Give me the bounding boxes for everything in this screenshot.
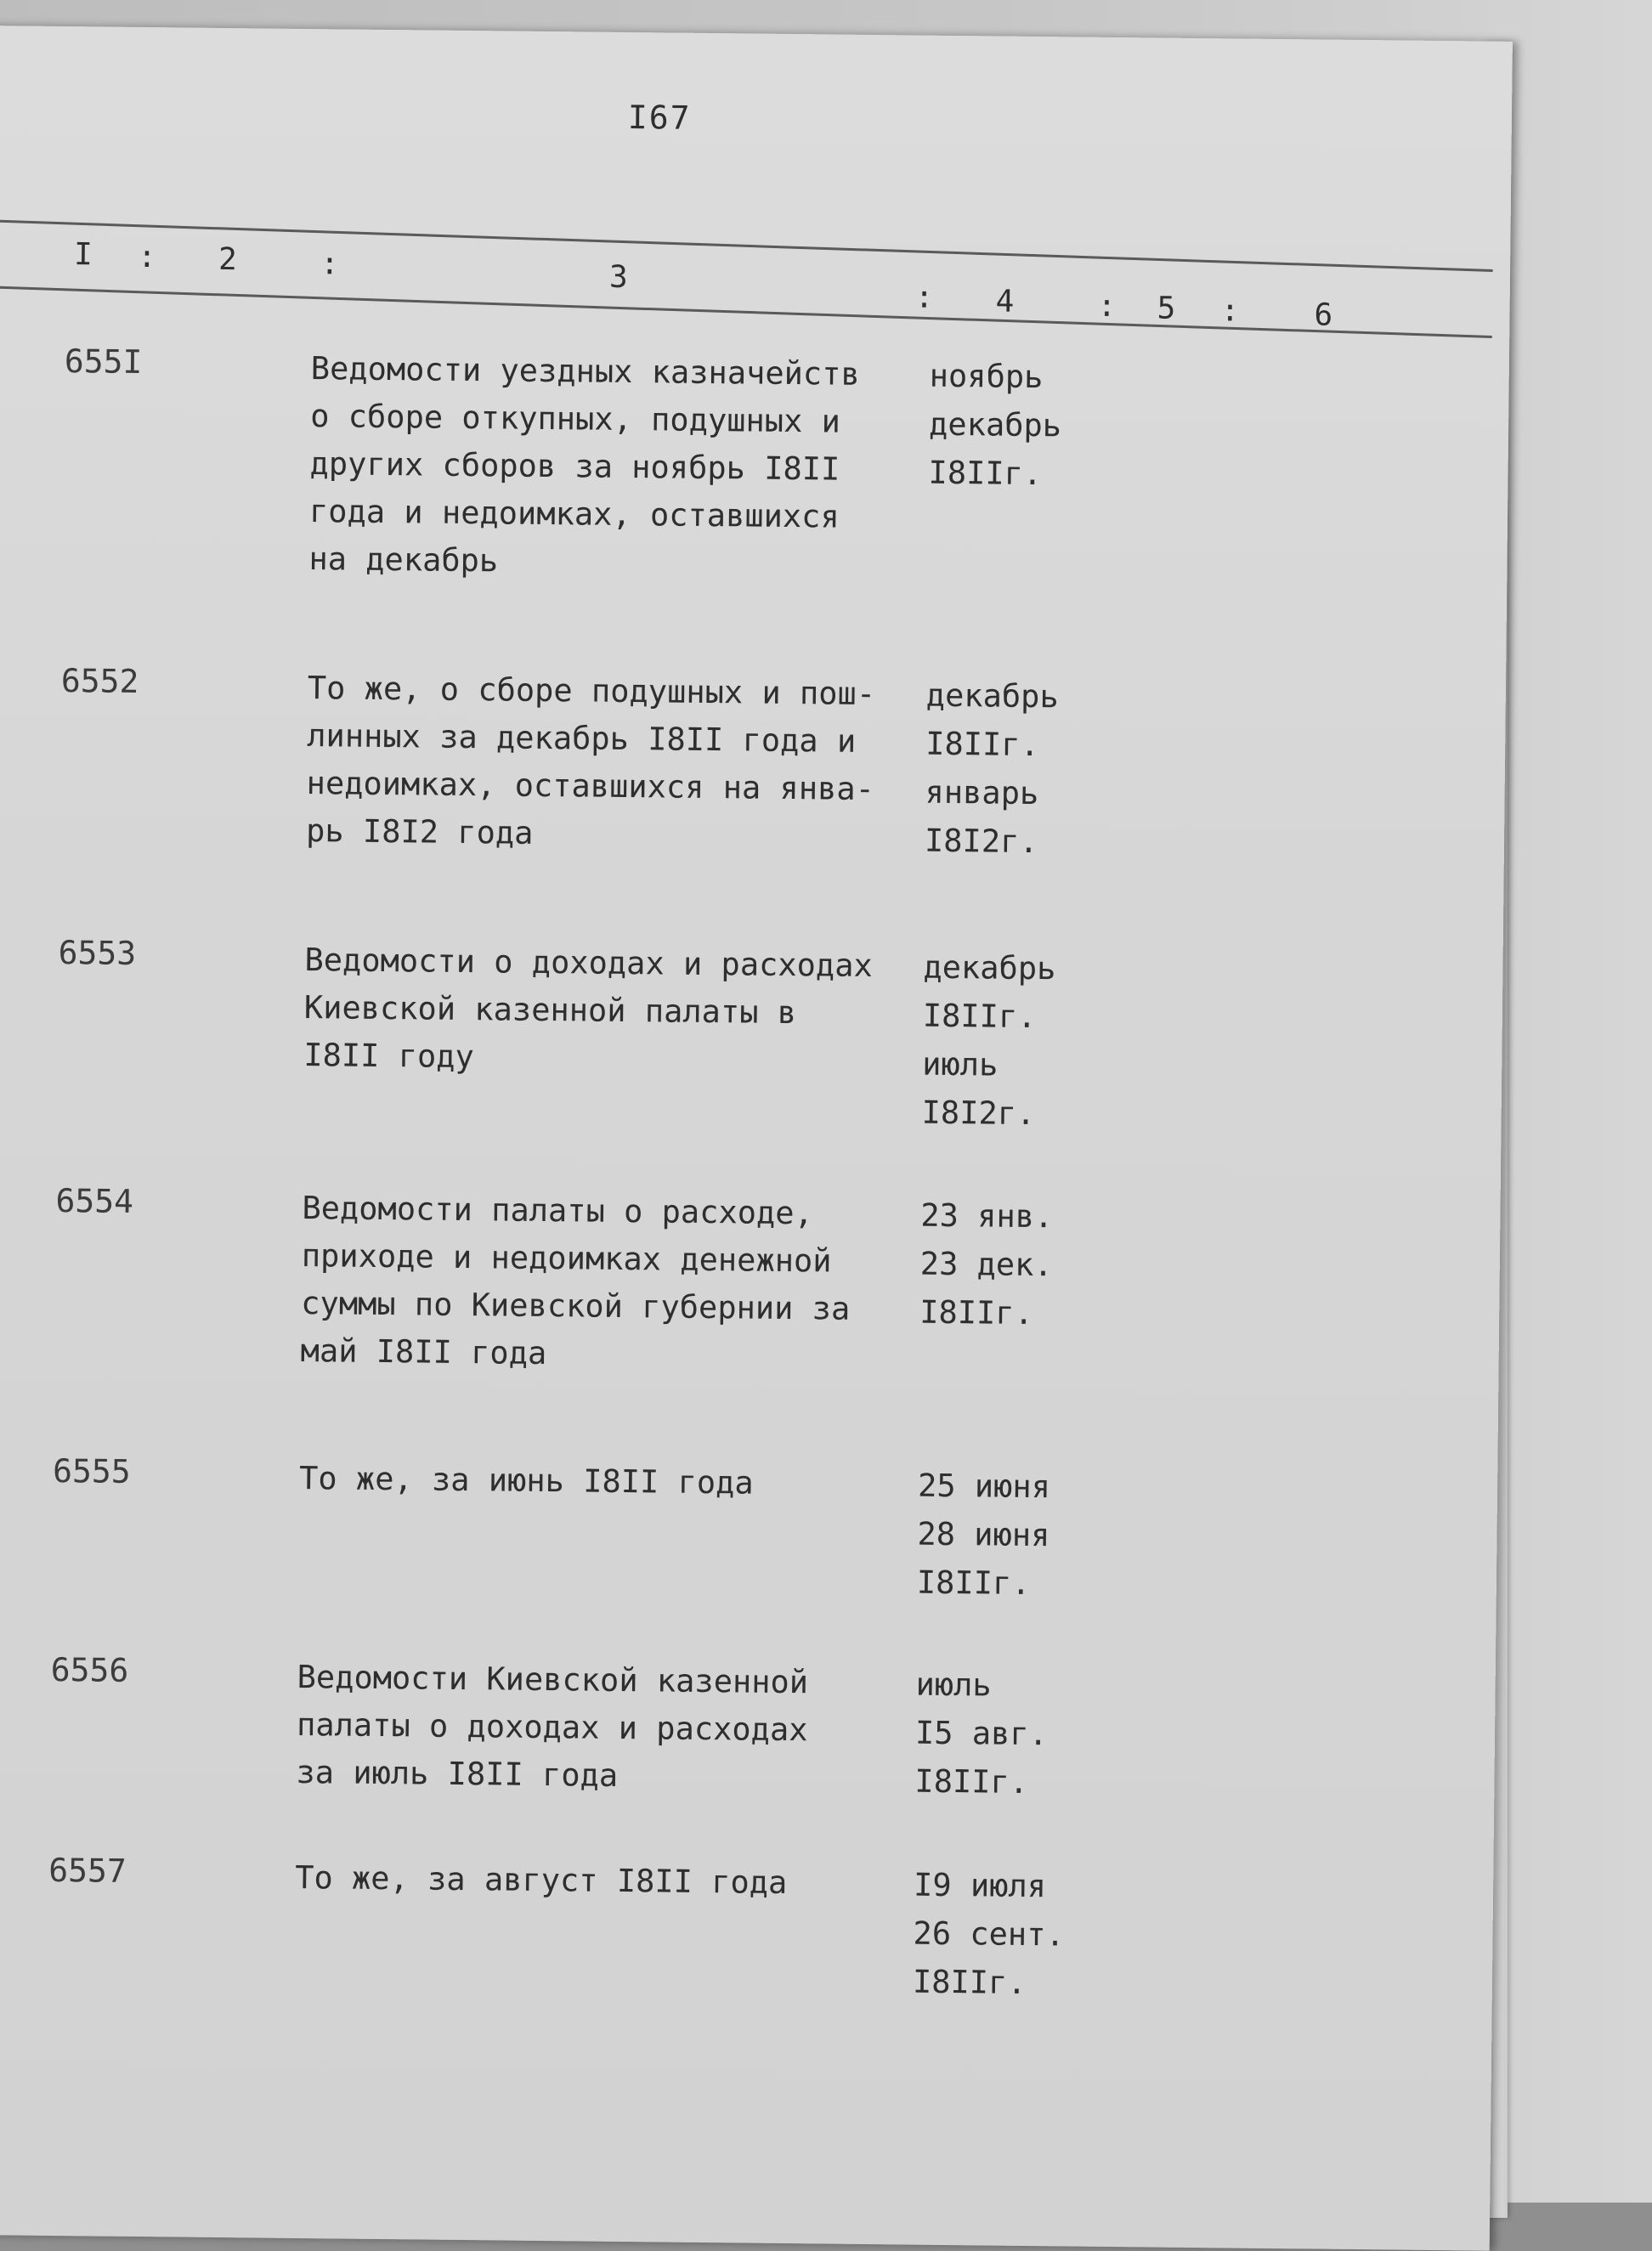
archive-inventory-page (0, 25, 1513, 2251)
header-rule-bottom (0, 286, 1492, 338)
entry-number: 6556 (50, 1650, 129, 1689)
column-separator: : (137, 239, 157, 275)
column-header-2: 2 (218, 241, 238, 278)
entry-dates: ноябрь декабрь I8IIг. (928, 357, 1062, 493)
column-header-5: 5 (1157, 291, 1176, 326)
inventory-entry (0, 661, 1421, 861)
entry-description: То же, за август I8II года (294, 1858, 788, 1902)
inventory-entry (0, 342, 1424, 580)
entry-description: То же, о сборе подушных и пош- линных за декабрь I8II года и недоимках, оставшихся на янва- рь I8I2 года (305, 670, 876, 851)
column-separator: : (320, 246, 339, 282)
entry-dates: декабрь I8IIг. январь I8I2г. (924, 676, 1059, 861)
inventory-entry (0, 1451, 1412, 1603)
entry-dates: июль I5 авг. I8IIг. (914, 1666, 1049, 1801)
entry-number: 6552 (60, 662, 139, 700)
entry-dates: 25 июня 28 июня I8IIг. (916, 1467, 1051, 1603)
column-separator: : (1097, 288, 1117, 324)
column-header-3: 3 (608, 259, 628, 295)
entry-dates: декабрь I8IIг. июль I8I2г. (921, 948, 1056, 1133)
column-separator: : (1220, 293, 1240, 329)
inventory-entry (0, 933, 1418, 1133)
entry-number: 6555 (52, 1451, 131, 1490)
entry-description: То же, за июнь I8II года (298, 1459, 754, 1502)
entry-description: Ведомости о доходах и расходах Киевской казенной палаты в I8II году (303, 942, 873, 1076)
entry-number: 6553 (58, 933, 137, 972)
entry-description: Ведомости палаты о расходе, приходе и недоимках денежной суммы по Киевской губернии за май I8II года (300, 1190, 851, 1372)
entry-description: Ведомости Киевской казенной палаты о доходах и расходах за июль I8II года (296, 1658, 809, 1794)
entry-number: 6557 (48, 1851, 127, 1890)
entry-dates: 23 янв. 23 дек. I8IIг. (919, 1196, 1054, 1332)
entry-description: Ведомости уездных казначейств о сборе откупных, подушных и других сборов за ноябрь I8II года и недоимках, оставшихся на декабрь (308, 350, 861, 580)
column-separator: : (914, 280, 934, 315)
entry-number: 6554 (55, 1181, 134, 1220)
page-number: I67 (627, 98, 692, 137)
column-header-1: I (73, 237, 93, 273)
entry-number: 655I (64, 342, 143, 381)
inventory-entry (0, 1181, 1416, 1372)
column-header-6: 6 (1314, 297, 1333, 333)
inventory-entry (0, 1650, 1411, 1801)
entry-dates: I9 июля 26 сент. I8IIг. (912, 1866, 1065, 2001)
inventory-entry (0, 1851, 1408, 2001)
column-header-4: 4 (995, 284, 1015, 320)
